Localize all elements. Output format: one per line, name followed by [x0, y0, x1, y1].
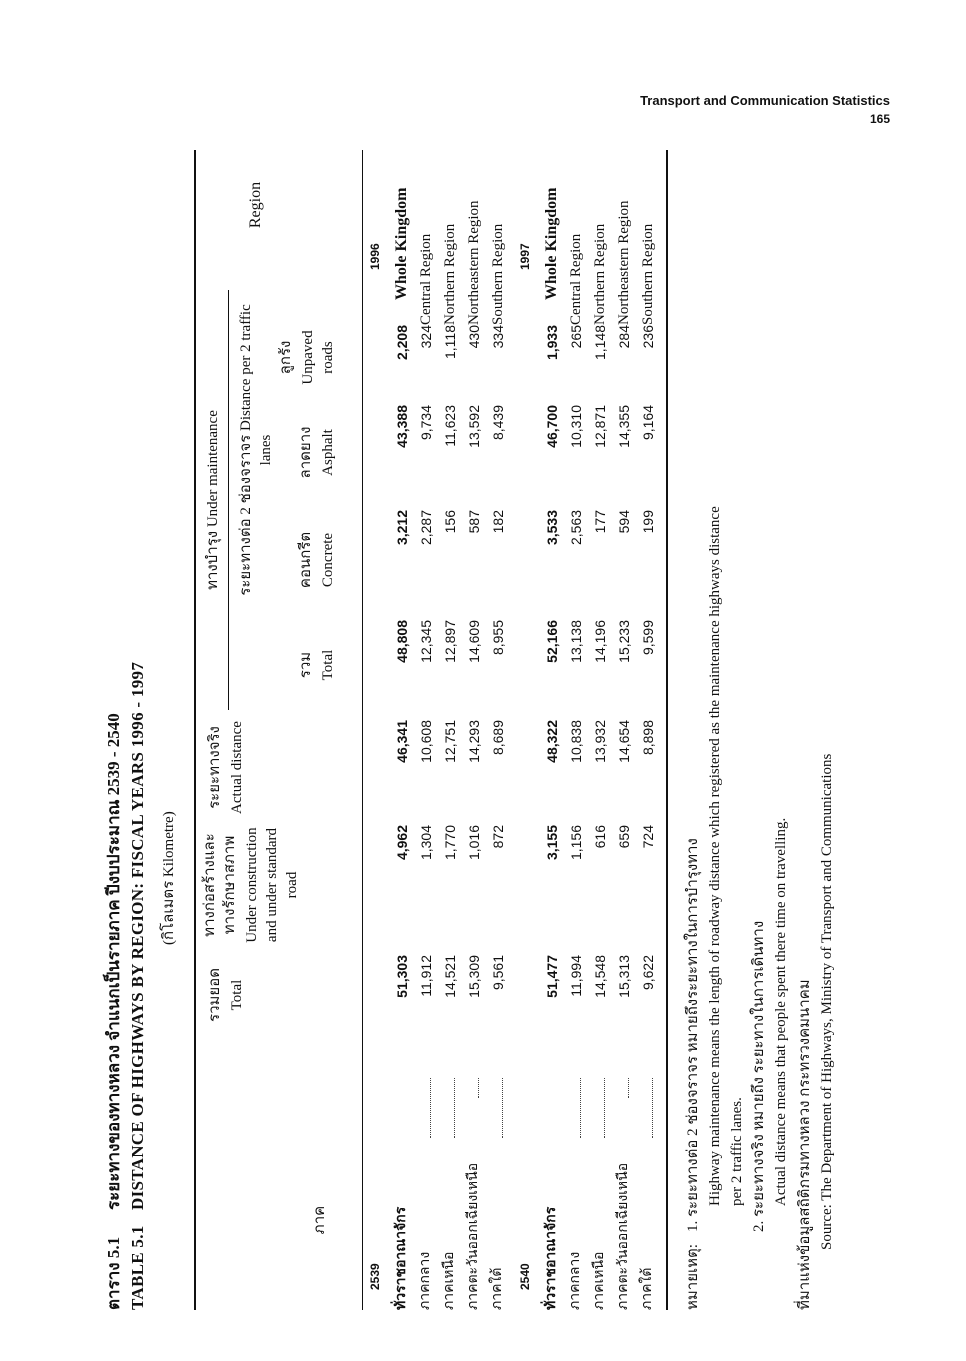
row-thai-label: ภาคตะวันออกเฉียงเหนือ: [466, 1162, 481, 1310]
note-1-english-line-1: Highway maintenance means the length of roadway distance which registered as the maintenance highways distance: [707, 506, 723, 1206]
table-row: [564, 150, 588, 1310]
asphalt-english-header: Asphalt: [320, 429, 336, 476]
total-thai-header: รวมยอด: [207, 968, 223, 1022]
traffic-lanes-group-header: ระยะทางต่อ 2 ช่องจราจร Distance per 2 traffic lanes: [238, 304, 274, 596]
cell-actual: 8,898: [640, 720, 656, 756]
cell-sum: 48,808: [394, 620, 410, 663]
english-table-title: DISTANCE OF HIGHWAYS BY REGION: FISCAL YEARS 1996 - 1997: [128, 661, 147, 1210]
cell-unpaved: 284: [616, 325, 632, 349]
cell-concrete: 2,287: [418, 510, 434, 546]
cell-total: 15,309: [466, 955, 482, 998]
cell-total: 14,548: [592, 955, 608, 998]
source-thai: กรมทางหลวง กระทรวงคมนาคม: [797, 979, 813, 1188]
row-english-label: Northern Region: [592, 223, 608, 325]
note-2-thai: 2. ระยะทางจริง หมายถึง ระยะทางในการเดินทาง: [751, 920, 767, 1232]
cell-actual: 10,838: [568, 720, 584, 763]
row-english-label: Central Region: [418, 233, 434, 325]
leader-dots: [604, 1078, 605, 1138]
notes-label: หมายเหตุ:: [685, 1244, 701, 1310]
row-thai-label: ภาคกลาง: [418, 1251, 433, 1310]
note-1-english-line-2: per 2 traffic lanes.: [729, 1097, 745, 1206]
publication-title: Transport and Communication Statistics: [640, 93, 890, 108]
total-english-header: Total: [229, 979, 245, 1011]
cell-actual: 8,689: [490, 720, 506, 756]
row-english-label: Southern Region: [490, 223, 506, 325]
leader-dots: [478, 1078, 479, 1098]
cell-under: 3,155: [544, 825, 560, 861]
asphalt-thai-header: ลาดยาง: [298, 426, 314, 479]
row-thai-label: ทั่วราชอาณาจักร: [394, 1206, 409, 1310]
cell-concrete: 182: [490, 510, 506, 534]
leader-dots: [430, 1078, 431, 1138]
cell-asphalt: 8,439: [490, 405, 506, 441]
table-row-total: [540, 150, 564, 1310]
row-english-label: Central Region: [568, 233, 584, 325]
cell-under: 1,016: [466, 825, 482, 861]
cell-asphalt: 46,700: [544, 405, 560, 448]
cell-under: 1,156: [568, 825, 584, 861]
cell-total: 11,912: [418, 955, 434, 997]
table-row: [612, 150, 636, 1310]
cell-sum: 12,345: [418, 620, 434, 663]
leader-dots: [652, 1078, 653, 1138]
cell-total: 51,477: [544, 955, 560, 998]
leader-dots: [454, 1078, 455, 1138]
cell-total: 11,994: [568, 955, 584, 997]
thai-table-label: ตาราง 5.1: [104, 1236, 123, 1310]
cell-concrete: 3,533: [544, 510, 560, 546]
cell-unpaved: 236: [640, 325, 656, 349]
region-english-header: Region: [247, 181, 264, 229]
cell-sum: 15,233: [616, 620, 632, 663]
cell-concrete: 156: [442, 510, 458, 534]
cell-unpaved: 1,118: [442, 325, 458, 359]
cell-sum: 12,897: [442, 620, 458, 663]
cell-total: 9,561: [490, 955, 506, 991]
cell-actual: 12,751: [442, 720, 458, 763]
cell-actual: 14,293: [466, 720, 482, 763]
cell-concrete: 2,563: [568, 510, 584, 546]
year-english-label: 1996: [368, 243, 382, 270]
cell-under: 4,962: [394, 825, 410, 861]
cell-unpaved: 324: [418, 325, 434, 349]
cell-unpaved: 430: [466, 325, 482, 349]
cell-unpaved: 334: [490, 325, 506, 349]
maintenance-total-english-header: Total: [320, 649, 336, 681]
cell-actual: 13,932: [592, 720, 608, 763]
cell-sum: 9,599: [640, 620, 656, 656]
maintenance-group-rule: [228, 290, 229, 710]
note-2-english: Actual distance means that people spent there time on travelling.: [773, 817, 789, 1206]
under-construction-thai-header: ทางก่อสร้างและ ทางรักษาสภาพ: [202, 833, 238, 937]
row-english-label: Southern Region: [640, 223, 656, 325]
cell-actual: 14,654: [616, 720, 632, 763]
unpaved-english-header: Unpaved roads: [300, 330, 336, 385]
cell-sum: 14,196: [592, 620, 608, 663]
table-bottom-rule: [666, 150, 668, 1310]
cell-unpaved: 265: [568, 325, 584, 349]
row-english-label: Northern Region: [442, 223, 458, 325]
under-maintenance-group-header: ทางบำรุง Under maintenance: [205, 410, 221, 590]
english-table-label: TABLE 5.1: [128, 1225, 147, 1310]
table-row: [588, 150, 612, 1310]
row-thai-label: ภาคเหนือ: [592, 1251, 607, 1310]
cell-concrete: 177: [592, 510, 608, 534]
cell-asphalt: 9,734: [418, 405, 434, 441]
cell-concrete: 199: [640, 510, 656, 534]
leader-dots: [502, 1078, 503, 1138]
row-thai-label: ภาคใต้: [490, 1267, 505, 1310]
row-thai-label: ภาคกลาง: [568, 1251, 583, 1310]
cell-actual: 46,341: [394, 720, 410, 763]
table-row: [438, 150, 462, 1310]
cell-sum: 8,955: [490, 620, 506, 656]
cell-asphalt: 13,592: [466, 405, 482, 448]
unpaved-thai-header: ลูกรัง: [278, 340, 294, 375]
cell-sum: 14,609: [466, 620, 482, 663]
cell-under: 659: [616, 825, 632, 849]
cell-unpaved: 1,933: [544, 325, 560, 361]
table-row-total: [390, 150, 414, 1310]
cell-total: 14,521: [442, 955, 458, 998]
cell-sum: 52,166: [544, 620, 560, 663]
cell-under: 1,304: [418, 825, 434, 861]
maintenance-total-thai-header: รวม: [298, 651, 314, 679]
table-top-rule: [194, 150, 196, 1310]
cell-unpaved: 2,208: [394, 325, 410, 361]
cell-under: 1,770: [442, 825, 458, 861]
row-thai-label: ภาคใต้: [640, 1267, 655, 1310]
cell-total: 51,303: [394, 955, 410, 998]
table-row: [414, 150, 438, 1310]
row-english-label: Northeastern Region: [466, 200, 482, 325]
leader-dots: [628, 1078, 629, 1098]
note-1-thai: 1. ระยะทางต่อ 2 ช่องจราจร หมายถึงระยะทางในการบำรุงทาง: [685, 838, 701, 1232]
actual-distance-thai-header: ระยะทางจริง: [207, 726, 223, 809]
cell-sum: 13,138: [568, 620, 584, 663]
unit-label: (กิโลเมตร Kilometre): [161, 811, 177, 945]
cell-total: 9,622: [640, 955, 656, 991]
year-thai-label: 2539: [368, 1263, 382, 1290]
region-thai-header: ภาค: [312, 1205, 328, 1235]
cell-concrete: 594: [616, 510, 632, 534]
cell-under: 872: [490, 825, 506, 849]
cell-actual: 10,608: [418, 720, 434, 763]
cell-concrete: 587: [466, 510, 482, 534]
actual-distance-english-header: Actual distance: [229, 721, 245, 814]
cell-total: 15,313: [616, 955, 632, 998]
cell-asphalt: 9,164: [640, 405, 656, 441]
table-row: [462, 150, 486, 1310]
cell-unpaved: 1,148: [592, 325, 608, 361]
row-thai-label: ทั่วราชอาณาจักร: [544, 1206, 559, 1310]
source-label-thai: ที่มาแห่งข้อมูลสถิติ:: [797, 1184, 813, 1310]
row-thai-label: ภาคเหนือ: [442, 1251, 457, 1310]
concrete-english-header: Concrete: [320, 532, 336, 588]
concrete-thai-header: คอนกรีต: [298, 531, 314, 589]
row-english-label: Whole Kingdom: [393, 187, 410, 300]
thai-table-title: ระยะทางของทางหลวง จำแนกเป็นรายภาค ปีงบประมาณ 2539 - 2540: [104, 713, 123, 1210]
row-english-label: Northeastern Region: [616, 200, 632, 325]
leader-dots: [580, 1078, 581, 1138]
year-thai-label: 2540: [518, 1263, 532, 1290]
cell-asphalt: 11,623: [442, 405, 458, 447]
cell-actual: 48,322: [544, 720, 560, 763]
cell-concrete: 3,212: [394, 510, 410, 546]
cell-asphalt: 10,310: [568, 405, 584, 448]
header-bottom-rule: [362, 150, 363, 1310]
source-english: Source: The Department of Highways, Ministry of Transport and Communications: [819, 753, 835, 1250]
row-english-label: Whole Kingdom: [543, 187, 560, 300]
table-row: [486, 150, 510, 1310]
under-construction-english-header: Under construction and under standard road: [244, 827, 300, 943]
year-english-label: 1997: [518, 243, 532, 270]
page-header: [640, 92, 890, 128]
cell-asphalt: 12,871: [592, 405, 608, 448]
cell-under: 616: [592, 825, 608, 849]
cell-under: 724: [640, 825, 656, 849]
cell-asphalt: 14,355: [616, 405, 632, 448]
row-thai-label: ภาคตะวันออกเฉียงเหนือ: [616, 1162, 631, 1310]
rotated-table-page: [100, 150, 880, 1310]
table-row: [636, 150, 660, 1310]
page-number: 165: [869, 112, 890, 126]
cell-asphalt: 43,388: [394, 405, 410, 448]
